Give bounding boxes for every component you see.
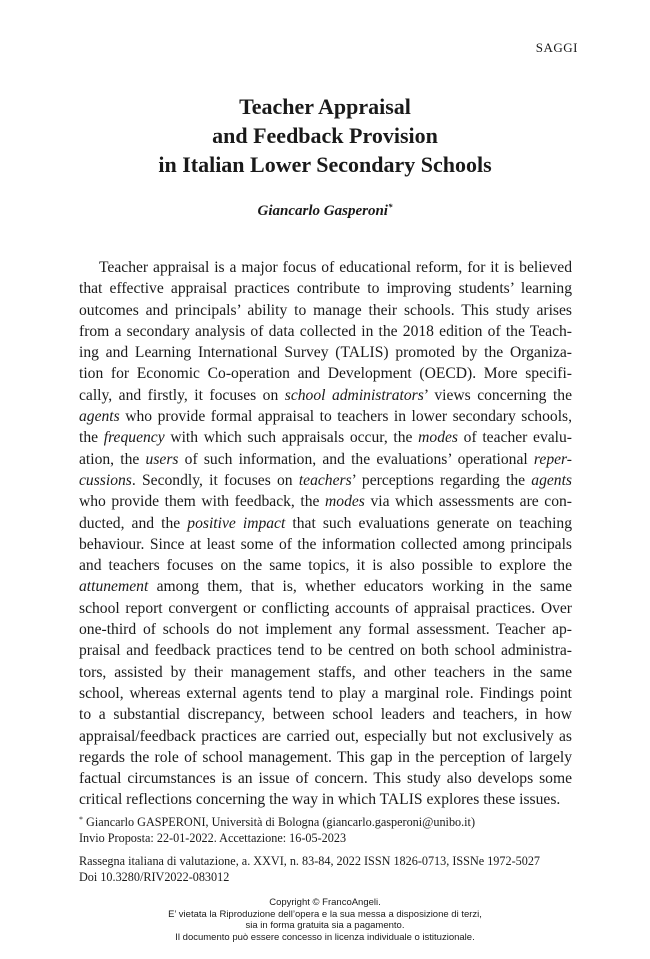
footnote-mark: *: [79, 815, 83, 824]
abstract-text: of such information, and the evaluations’ operational: [178, 450, 534, 468]
abstract-text: appraisal/feedback practices are carried out, especially but not exclusively as: [79, 727, 572, 745]
abstract-emphasis: positive impact: [187, 514, 286, 532]
footnote-affiliation: [79, 812, 579, 830]
abstract-text: tors, assisted by their management staffs, and other teachers in the same: [79, 663, 572, 681]
abstract-emphasis: attunement: [79, 578, 149, 596]
abstract-line: [79, 363, 572, 384]
abstract-line: [79, 640, 572, 661]
abstract-text: of teacher evalu-: [458, 429, 573, 447]
abstract-text: among them, that is, whether educators working in the same: [148, 578, 572, 596]
abstract-line: [79, 747, 572, 768]
abstract-text: ation, the: [79, 450, 146, 468]
article-title: [0, 92, 650, 179]
abstract-emphasis: users: [145, 450, 179, 468]
abstract-line: [79, 257, 572, 278]
author-footnote-mark: *: [387, 202, 393, 212]
abstract-line: [79, 726, 572, 747]
abstract-text: who provide them with feedback, the: [79, 493, 326, 511]
abstract-text: critical reflections concerning the way in which TALIS explores these issues.: [79, 791, 561, 809]
abstract-text: the: [79, 429, 104, 447]
abstract-text: cally, and firstly, it focuses on: [79, 386, 285, 404]
author-name: Giancarlo Gasperoni: [257, 203, 388, 219]
affiliation-text: Giancarlo GASPERONI, Università di Bologna (giancarlo.gasperoni@unibo.it): [86, 815, 476, 829]
abstract-line: [79, 342, 572, 363]
abstract-line: [79, 683, 572, 704]
abstract-line: [79, 576, 572, 597]
abstract-text: ing and Learning International Survey (TALIS) promoted by the Organiza-: [79, 344, 572, 362]
abstract-text: tion for Economic Co-operation and Development (OECD). More specifi-: [79, 365, 572, 383]
abstract-line: [79, 555, 572, 576]
abstract-text: school report convergent or conflicting accounts of appraisal practices. Over: [79, 599, 572, 617]
abstract-text: that effective appraisal practices contribute to improving students’ learning: [79, 280, 572, 298]
copyright-line-1: Copyright © FrancoAngeli.: [269, 897, 381, 908]
abstract-line: [79, 470, 572, 491]
abstract-line: [79, 385, 572, 406]
copyright-notice: [0, 897, 650, 943]
abstract-line: [79, 321, 572, 342]
abstract-emphasis: agents: [531, 471, 572, 489]
abstract-line: [79, 662, 572, 683]
abstract-line: [79, 300, 572, 321]
abstract-line: [79, 789, 572, 810]
abstract-text: ducted, and the: [79, 514, 188, 532]
abstract-line: [79, 491, 572, 512]
abstract-text: that such evaluations generate on teaching: [285, 514, 573, 532]
abstract-text: via which assessments are con-: [364, 493, 572, 511]
footnote-journal: Rassegna italiana di valutazione, a. XXVI, n. 83-84, 2022 ISSN 1826-0713, ISSNe 1972-5027: [79, 854, 541, 868]
abstract-line: [79, 704, 572, 725]
abstract-emphasis: modes: [418, 429, 458, 447]
footnote-doi: Doi 10.3280/RIV2022-083012: [79, 870, 230, 884]
abstract-text: Teacher appraisal is a major focus of educational reform, for it is believed: [99, 259, 572, 276]
abstract-text: praisal and feedback practices tend to be centred on both school administra-: [79, 642, 572, 660]
title-line-2: and Feedback Provision: [212, 123, 438, 148]
abstract-line: [79, 278, 572, 299]
abstract-text: from a secondary analysis of data collected in the 2018 edition of the Teach-: [79, 322, 572, 340]
abstract-text: one-third of schools do not implement any formal assessment. Teacher ap-: [79, 621, 572, 639]
abstract-emphasis: frequency: [103, 429, 165, 447]
footnotes: [79, 812, 579, 885]
abstract-text: school, whereas external agents tend to play a marginal role. Findings point: [79, 684, 572, 702]
abstract-text: with which such appraisals occur, the: [164, 429, 419, 447]
copyright-line-2: E’ vietata la Riproduzione dell’opera e la sua messa a disposizione di terzi,: [168, 908, 482, 920]
abstract-line: [79, 406, 572, 427]
abstract-emphasis: school administrators: [284, 386, 424, 404]
abstract-emphasis: reper-: [533, 450, 572, 468]
abstract-line: [79, 513, 572, 534]
abstract-text: factual circumstances is an issue of concern. This study also develops some: [79, 770, 572, 788]
abstract-emphasis: cussions: [79, 471, 132, 489]
abstract-text: outcomes and principals’ ability to manage their schools. This study arises: [79, 301, 572, 319]
copyright-line-4: Il documento può essere concesso in licenza individuale o istituzionale.: [175, 931, 475, 943]
author-line: [0, 202, 650, 220]
title-line-3: in Italian Lower Secondary Schools: [158, 152, 492, 177]
footnote-dates: Invio Proposta: 22-01-2022. Accettazione: 16-05-2023: [79, 831, 347, 845]
abstract-line: [79, 427, 572, 448]
abstract-text: ’ perceptions regarding the: [351, 471, 532, 489]
running-head: SAGGI: [535, 40, 578, 55]
abstract-emphasis: agents: [79, 408, 120, 426]
abstract-text: to a substantial discrepancy, between school leaders and teachers, in how: [79, 706, 572, 724]
abstract-line: [79, 598, 572, 619]
abstract-emphasis: modes: [325, 493, 365, 511]
abstract-text: behaviour. Since at least some of the information collected among principals: [79, 535, 572, 553]
abstract-emphasis: teachers: [298, 471, 352, 489]
abstract-text: and teachers focuses on the same topics, it is also possible to explore the: [79, 557, 572, 575]
abstract-line: [79, 534, 572, 555]
abstract-text: who provide formal appraisal to teachers in lower secondary schools,: [119, 408, 572, 426]
abstract-line: [79, 449, 572, 470]
copyright-line-3: sia in forma gratuita sia a pagamento.: [245, 920, 405, 931]
abstract: [79, 257, 572, 811]
abstract-line: [79, 768, 572, 789]
abstract-text: ’ views concerning the: [423, 386, 572, 404]
abstract-text: . Secondly, it focuses on: [131, 471, 299, 489]
title-line-1: Teacher Appraisal: [239, 94, 411, 119]
abstract-line: [79, 619, 572, 640]
abstract-text: regards the role of school management. This gap in the perception of largely: [79, 748, 572, 766]
